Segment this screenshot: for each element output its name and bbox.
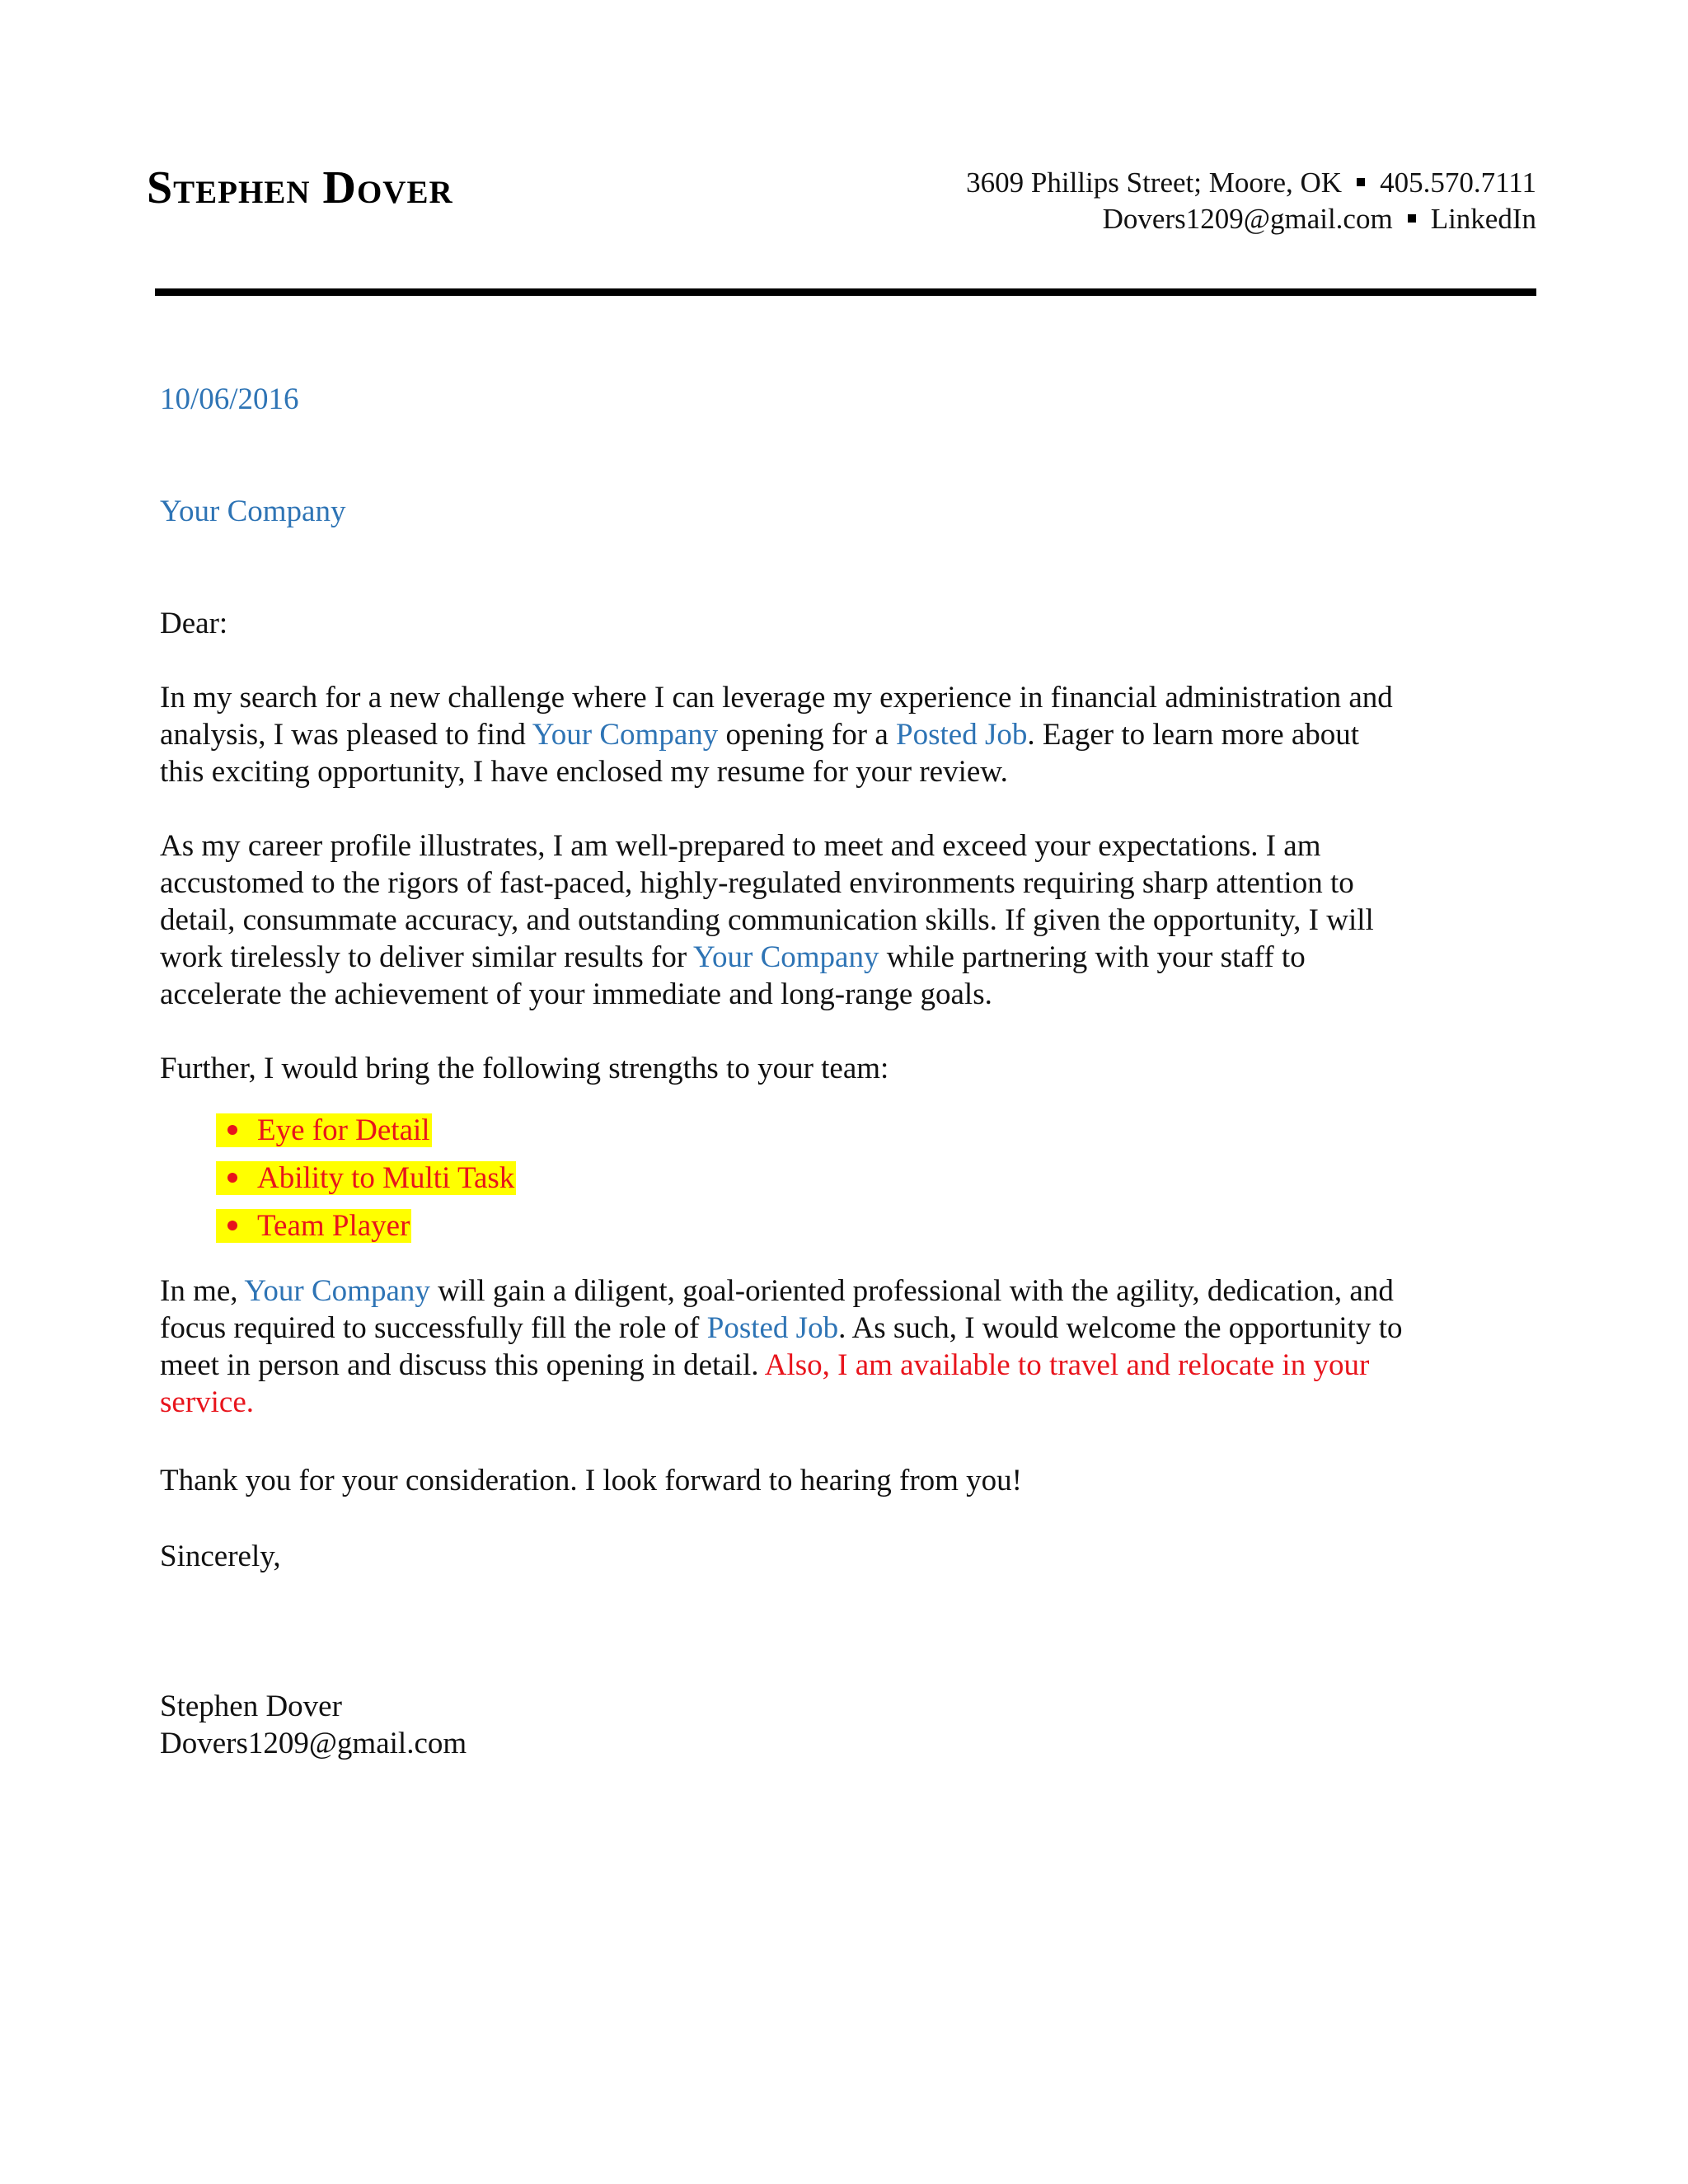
strength-label: Eye for Detail <box>257 1113 430 1147</box>
company-placeholder: Your Company <box>532 718 719 752</box>
text-run: work tirelessly to deliver similar results for <box>160 940 694 974</box>
paragraph-line <box>160 716 1545 753</box>
text-run: while partnering with your staff to <box>879 940 1306 974</box>
paragraph-line: this exciting opportunity, I have enclosed my resume for your review. <box>160 755 1008 789</box>
relocation-note: Also, I am available to travel and relocate in your <box>764 1348 1370 1382</box>
salutation: Dear: <box>160 607 228 640</box>
signature-email: Dovers1209@gmail.com <box>160 1727 467 1760</box>
paragraph-line: As my career profile illustrates, I am well-prepared to meet and exceed your expectations. I am <box>160 829 1321 863</box>
paragraph-line: service. <box>160 1385 255 1419</box>
text-run: . Eager to learn more about <box>1027 718 1360 752</box>
letter-date: 10/06/2016 <box>160 382 299 416</box>
paragraph-line: accelerate the achievement of your immediate and long-range goals. <box>160 977 992 1011</box>
text-run: focus required to successfully fill the role of <box>160 1311 707 1345</box>
paragraph-line <box>160 1310 1545 1347</box>
strength-label: Ability to Multi Task <box>257 1161 515 1195</box>
paragraph-line <box>160 1272 1545 1310</box>
linkedin-link[interactable]: LinkedIn <box>1430 203 1536 235</box>
list-item <box>216 1156 516 1204</box>
list-item <box>216 1204 516 1252</box>
company-placeholder: Your Company <box>693 940 879 974</box>
paragraph-1 <box>160 679 1545 790</box>
job-placeholder: Posted Job <box>706 1311 839 1345</box>
strengths-intro: Further, I would bring the following strengths to your team: <box>160 1052 889 1085</box>
signature-block <box>160 1688 1545 1762</box>
square-bullet-icon <box>1408 214 1416 223</box>
recipient-company: Your Company <box>160 494 346 528</box>
text-run: will gain a diligent, goal-oriented professional with the agility, dedication, and <box>429 1274 1394 1308</box>
contact-block <box>966 165 1536 237</box>
company-placeholder: Your Company <box>244 1274 430 1308</box>
list-item <box>216 1108 516 1156</box>
header-divider <box>155 288 1536 296</box>
contact-line-1 <box>966 165 1536 201</box>
email-link[interactable]: Dovers1209@gmail.com <box>1102 203 1393 235</box>
paragraph-3 <box>160 1272 1545 1421</box>
text-run: In me, <box>160 1274 245 1308</box>
text-run: meet in person and discuss this opening in detail. <box>160 1348 765 1382</box>
paragraph-2 <box>160 827 1545 1013</box>
text-run: analysis, I was pleased to find <box>160 718 532 752</box>
text-run: opening for a <box>718 718 897 752</box>
signoff: Sincerely, <box>160 1540 281 1573</box>
paragraph-line <box>160 939 1545 976</box>
bullet-icon <box>227 1125 237 1135</box>
bullet-icon <box>227 1173 237 1183</box>
bullet-icon <box>227 1221 237 1230</box>
paragraph-line <box>160 1347 1545 1384</box>
paragraph-line: In my search for a new challenge where I can leverage my experience in financial administration and <box>160 681 1393 715</box>
strength-label: Team Player <box>257 1209 410 1243</box>
applicant-name: Stephen Dover <box>147 162 453 213</box>
contact-line-2 <box>966 201 1536 237</box>
strengths-list <box>216 1108 516 1252</box>
address: 3609 Phillips Street; Moore, OK <box>966 166 1343 199</box>
signature-name: Stephen Dover <box>160 1690 342 1723</box>
paragraph-line: accustomed to the rigors of fast-paced, highly-regulated environments requiring sharp attention to <box>160 866 1354 900</box>
square-bullet-icon <box>1357 178 1365 186</box>
paragraph-line: detail, consummate accuracy, and outstanding communication skills. If given the opportunity, I will <box>160 903 1374 937</box>
phone: 405.570.7111 <box>1380 166 1536 199</box>
closing-line: Thank you for your consideration. I look forward to hearing from you! <box>160 1464 1022 1497</box>
text-run: . As such, I would welcome the opportunity to <box>838 1311 1403 1345</box>
job-placeholder: Posted Job <box>896 718 1028 752</box>
